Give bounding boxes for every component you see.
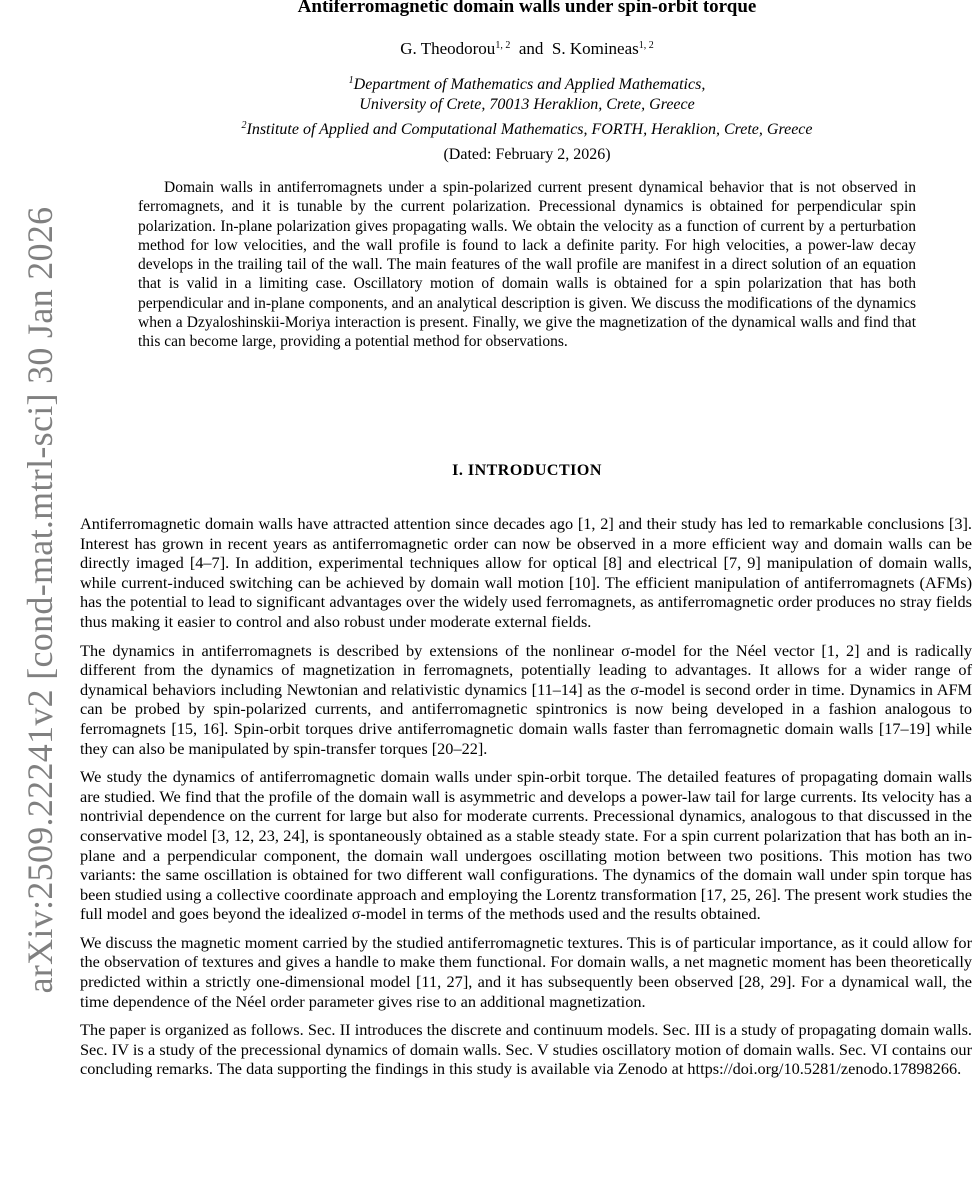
author-line — [80, 39, 974, 59]
paragraph: Antiferromagnetic domain walls have attracted attention since decades ago [1, 2] and their study has led to remarkable conclusions [3]. Interest has grown in recent years as antiferromagnetic order can now be observed in a more efficient way and domain walls can be directly imaged [4–7]. In addition, experimental techniques allow for optical [8] and electrical [7, 9] manipulation of domain walls, while current-induced switching can be achieved by domain wall motion [10]. The efficient manipulation of antiferromagnets (AFMs) has the potential to lead to significant advantages over the widely used ferromagnets, as antiferromagnetic order produces no stray fields thus making it easier to control and also robust under moderate external fields. — [80, 514, 972, 631]
abstract: Domain walls in antiferromagnets under a spin-polarized current present dynamical behavior that is not observed in ferromagnets, and it is tunable by the current polarization. Precessional dynamics is obtained for perpendicular spin polarization. In-plane polarization gives propagating walls. We obtain the velocity as a function of current by a perturbation method for low velocities, and the wall profile is found to lack a definite parity. For high velocities, a power-law decay develops in the trailing tail of the wall. The main features of the wall profile are manifest in a direct solution of an equation that is valid in a limiting case. Oscillatory motion of domain walls is obtained for a spin polarization that has both perpendicular and in-plane components, and an analytical description is given. We discuss the modifications of the dynamics when a Dzyaloshinskii-Moriya interaction is present. Finally, we give the magnetization of the dynamical walls and find that this can become large, providing a potential method for observations. — [138, 179, 916, 351]
author-name: S. Komineas — [551, 39, 639, 58]
affiliation-1-line-1: $^1$Department of Mathematics and Applied Mathematics, — [348, 75, 706, 93]
date-line: (Dated: February 2, 2026) — [443, 146, 611, 163]
paragraph: The dynamics in antiferromagnets is described by extensions of the nonlinear σ-model for the Néel vector [1, 2] and is radically different from the dynamics of magnetization in ferromagnets, potentially leading to advantages. It allows for a wider range of dynamical behaviors including Newtonian and relativistic dynamics [11–14] as the σ-model is second order in time. Dynamics in AFM can be probed by spin-polarized currents, and antiferromagnetic spintronics is now being developed in a fashion analogous to ferromagnets [15, 16]. Spin-orbit torques drive antiferromagnetic domain walls faster than ferromagnetic domain walls [17–19] while they can also be manipulated by spin-transfer torques [20–22]. — [80, 640, 972, 758]
arxiv-sidebar — [14, 0, 66, 1200]
arxiv-identifier: arXiv:2509.22241v2 [cond-mat.mtrl-sci] 30 Jan 2026 — [20, 206, 60, 994]
body-text — [80, 514, 972, 1088]
paragraph: We study the dynamics of antiferromagnetic domain walls under spin-orbit torque. The detailed features of propagating domain walls are studied. We find that the profile of the domain wall is asymmetric and develops a power-law tail for large currents. Its velocity has a nontrivial dependence on the current for large but also for moderate currents. Precessional dynamics, analogous to that discussed in the conservative model [3, 12, 23, 24], is spontaneously obtained as a stable steady state. For a spin current polarization that has both an in-plane and a perpendicular component, the domain wall undergoes oscillating motion between two positions. This motion has two variants: the same oscillation is obtained for two different wall configurations. The dynamics of the domain wall under spin torque has been studied using a collective coordinate approach and employing the Lorentz transformation [17, 25, 26]. The present work studies the full model and goes beyond the idealized σ-model in terms of the methods used and the results obtained. — [80, 767, 972, 924]
paragraph: The paper is organized as follows. Sec. II introduces the discrete and continuum models. Sec. III is a study of propagating domain walls. Sec. IV is a study of the precessional dynamics of domain walls. Sec. V studies oscillatory motion of domain walls. Sec. VI contains our concluding remarks. The data supporting the findings in this study is available via Zenodo at https://doi.org/10.5281/zenodo.17898266. — [80, 1020, 972, 1079]
author-affiliation-marker: 1, 2 — [495, 40, 511, 51]
paper-title: Antiferromagnetic domain walls under spin-orbit torque — [297, 0, 757, 17]
author-name: G. Theodorou — [400, 39, 496, 58]
author-affiliation-marker: 1, 2 — [638, 40, 654, 51]
section-heading: I. INTRODUCTION — [452, 462, 602, 479]
author-conjunction: and — [518, 39, 544, 58]
affiliation-1-line-2: University of Crete, 70013 Heraklion, Crete, Greece — [359, 96, 695, 113]
affiliation-2: $^2$Institute of Applied and Computational Mathematics, FORTH, Heraklion, Crete, Greece — [241, 120, 813, 138]
affiliation-marker: 2 — [241, 120, 247, 131]
affiliation-marker: 1 — [348, 75, 354, 86]
paragraph: We discuss the magnetic moment carried by the studied antiferromagnetic textures. This is of particular importance, as it could allow for the observation of textures and gives a handle to make them functional. For domain walls, a net magnetic moment has been theoretically predicted within a strictly one-dimensional model [11, 27], and it has subsequently been observed [28, 29]. For a dynamical wall, the time dependence of the Néel order parameter gives rise to an additional magnetization. — [80, 932, 972, 1011]
